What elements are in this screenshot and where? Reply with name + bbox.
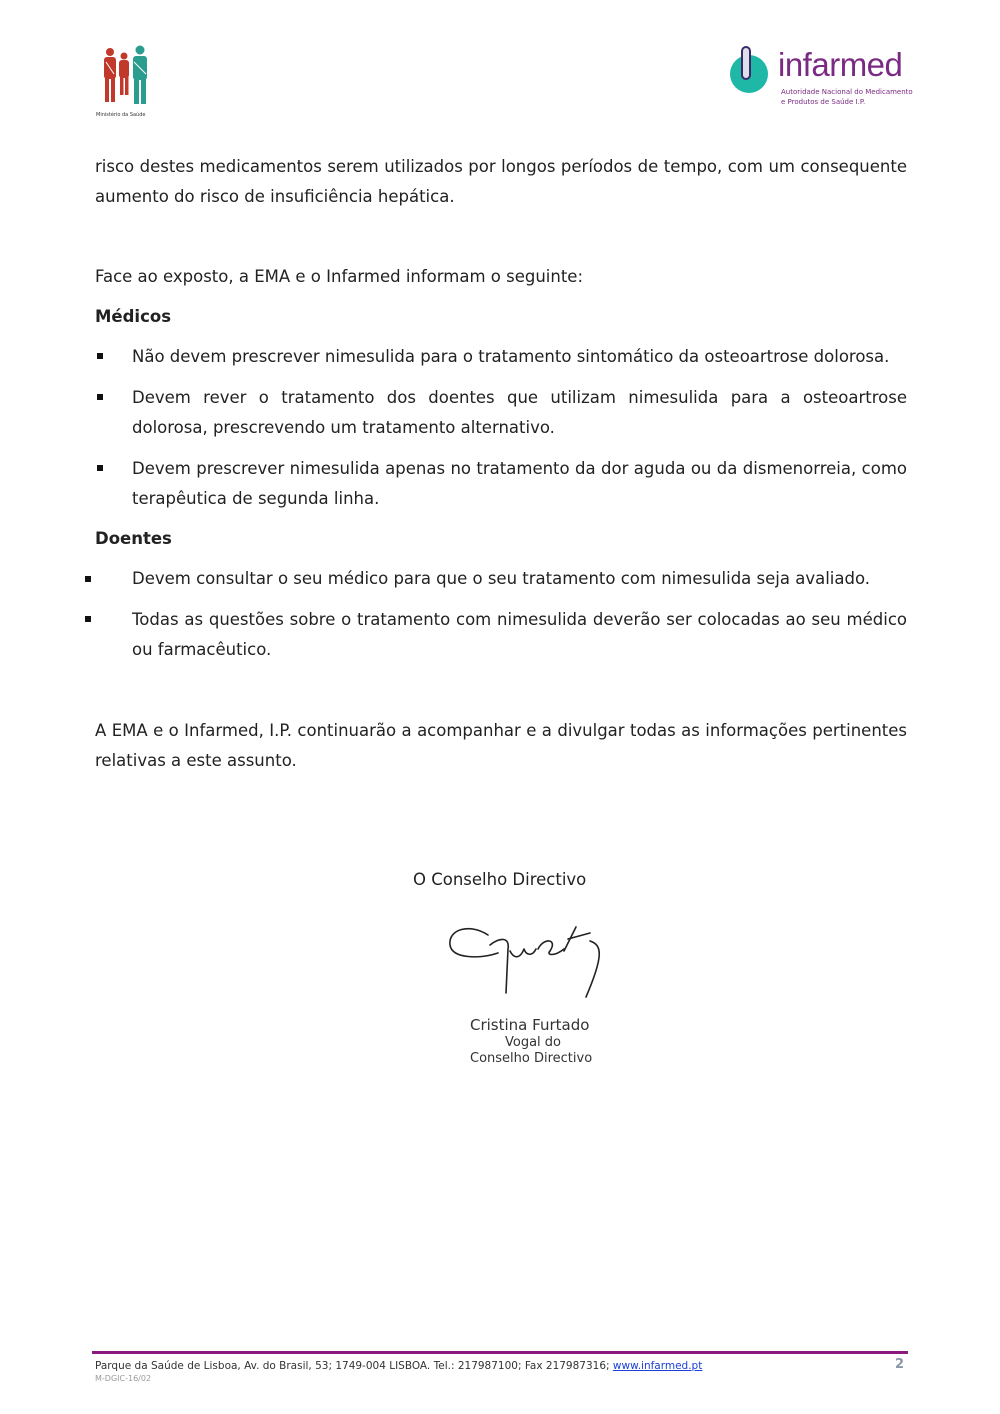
infarmed-mark-icon — [728, 46, 774, 94]
bullet-icon — [97, 465, 103, 471]
list-item-text: Não devem prescrever nimesulida para o tratamento sintomático da osteoartrose dolorosa. — [132, 347, 890, 366]
signatory-role-2: Conselho Directivo — [470, 1051, 593, 1066]
list-item-text: Devem consultar o seu médico para que o seu tratamento com nimesulida seja avaliado. — [132, 569, 871, 588]
bullet-icon — [97, 353, 103, 359]
form-code: M-DGIC-16/02 — [95, 1374, 152, 1383]
infarmed-wordmark: infarmed — [778, 46, 903, 83]
signature-image — [440, 915, 620, 1000]
signatory-role-1: Vogal do — [505, 1035, 562, 1050]
ministry-logo-caption: Ministério da Saúde — [96, 112, 146, 118]
infarmed-logo — [728, 46, 918, 116]
bullet-icon — [85, 616, 91, 622]
infarmed-subtitle-1: Autoridade Nacional do Medicamento — [781, 88, 913, 96]
footer-address — [95, 1360, 702, 1372]
footer-address-text: Parque da Saúde de Lisboa, Av. do Brasil, 53; 1749-004 LISBOA. Tel.: 217987100; Fax 217987316; — [95, 1360, 613, 1372]
ministry-figures-icon — [96, 44, 166, 106]
intro-paragraph: risco destes medicamentos serem utilizados por longos períodos de tempo, com um consequente aumento do risco de insuficiência hepática. — [95, 157, 907, 206]
ministry-logo — [96, 44, 166, 120]
list-item-text: Todas as questões sobre o tratamento com nimesulida deverão ser colocadas ao seu médico ou farmacêutico. — [132, 610, 907, 659]
page-number: 2 — [895, 1357, 905, 1372]
bullet-icon — [97, 394, 103, 400]
bullet-icon — [85, 576, 91, 582]
infarmed-subtitle-2: e Produtos de Saúde I.P. — [781, 98, 866, 106]
medicos-heading: Médicos — [95, 307, 172, 326]
list-item-text: Devem prescrever nimesulida apenas no tratamento da dor aguda ou da dismenorreia, como terapêutica de segunda linha. — [132, 459, 907, 508]
footer-divider — [92, 1351, 908, 1354]
statement-paragraph: Face ao exposto, a EMA e o Infarmed informam o seguinte: — [95, 267, 583, 286]
footer-website-link[interactable]: www.infarmed.pt — [612, 1360, 703, 1372]
doentes-heading: Doentes — [95, 529, 172, 548]
board-title: O Conselho Directivo — [413, 870, 587, 889]
closing-paragraph: A EMA e o Infarmed, I.P. continuarão a acompanhar e a divulgar todas as informações pertinentes relativas a este assunto. — [95, 721, 907, 770]
signatory-name: Cristina Furtado — [470, 1016, 590, 1034]
list-item-text: Devem rever o tratamento dos doentes que utilizam nimesulida para a osteoartrose dolorosa, prescrevendo um tratamento alternativo. — [132, 388, 907, 437]
